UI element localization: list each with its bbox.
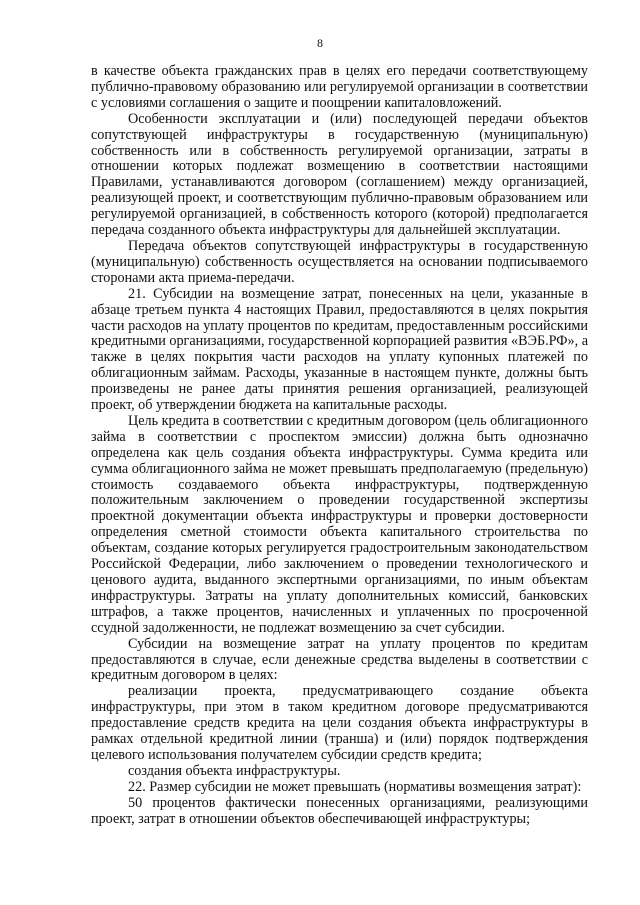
paragraph-project-implementation: реализации проекта, предусматривающего создание объекта инфраструктуры, при этом в таком кредитном договоре предусматриваются предоставление средств кредита на цели создания объекта инфраструктуры в рамках отдельной кредитной линии (транша) и (или) порядок подтверждения целевого использования получателем субсидии средств кредита;	[91, 683, 588, 763]
paragraph-clause-22: 22. Размер субсидии не может превышать (нормативы возмещения затрат):	[128, 778, 582, 795]
paragraph-transfer-act: Передача объектов сопутствующей инфраструктуры в государственную (муниципальную) собственность осуществляется на основании подписываемого сторонами акта приема-передачи.	[91, 237, 588, 286]
page-number: 8	[317, 36, 323, 50]
document-body	[91, 64, 588, 828]
paragraph-fifty-percent: 50 процентов фактически понесенных организациями, реализующими проект, затрат в отношении объектов обеспечивающей инфраструктуры;	[91, 794, 588, 827]
paragraph-clause-21: 21. Субсидии на возмещение затрат, понесенных на цели, указанные в абзаце третьем пункта 4 настоящих Правил, предоставляются в целях покрытия части расходов на уплату процентов по кредитам, предоставленным российскими кредитными организациями, государственной корпорацией развития «ВЭБ.РФ», а также в целях покрытия части расходов на уплату купонных платежей по облигационным займам. Расходы, указанные в настоящем пункте, должны быть произведены не ранее даты принятия решения организацией, реализующей проект, об утверждении бюджета на капитальные расходы.	[91, 285, 588, 414]
paragraph-operation-transfer: Особенности эксплуатации и (или) последующей передачи объектов сопутствующей инфраструктуры в государственную (муниципальную) собственность или в собственность регулируемой организации, затраты в отношении которых подлежат возмещению в соответствии настоящими Правилами, устанавливаются договором (соглашением) между организацией, реализующей проект, и соответствующим публично-правовым образованием или регулируемой организацией, в собственность которого (которой) предполагается передача созданного объекта инфраструктуры для дальнейшей эксплуатации.	[91, 110, 588, 239]
paragraph-continuation: в качестве объекта гражданских прав в целях его передачи соответствующему публично-правовому образованию или регулируемой организации в соответствии с условиями соглашения о защите и поощрении капиталовложений.	[91, 63, 588, 111]
paragraph-subsidy-conditions: Субсидии на возмещение затрат на уплату процентов по кредитам предоставляются в случае, если денежные средства выделены в соответствии с кредитным договором в целях:	[91, 635, 588, 684]
paragraph-infrastructure-creation: создания объекта инфраструктуры.	[128, 762, 341, 779]
paragraph-credit-purpose: Цель кредита в соответствии с кредитным договором (цель облигационного займа в соответствии с проспектом эмиссии) должна быть однозначно определена как цель создания объекта инфраструктуры. Сумма кредита или сумма облигационного займа не может превышать предполагаемую (предельную) стоимость создаваемого объекта инфраструктуры, подтвержденную положительным заключением о проведении государственной экспертизы проектной документации объекта инфраструктуры и проверки достоверности определения сметной стоимости объекта капитального строительства по объектам, создание которых регулируется градостроительным законодательством Российской Федерации, либо заключением о проведении технологического и ценового аудита, выданного экспертными организациями, по иным объектам инфраструктуры. Затраты на уплату дополнительных комиссий, банковских штрафов, а также процентов, начисленных и уплаченных по просроченной ссудной задолженности, не подлежат возмещению за счет субсидии.	[91, 412, 588, 636]
